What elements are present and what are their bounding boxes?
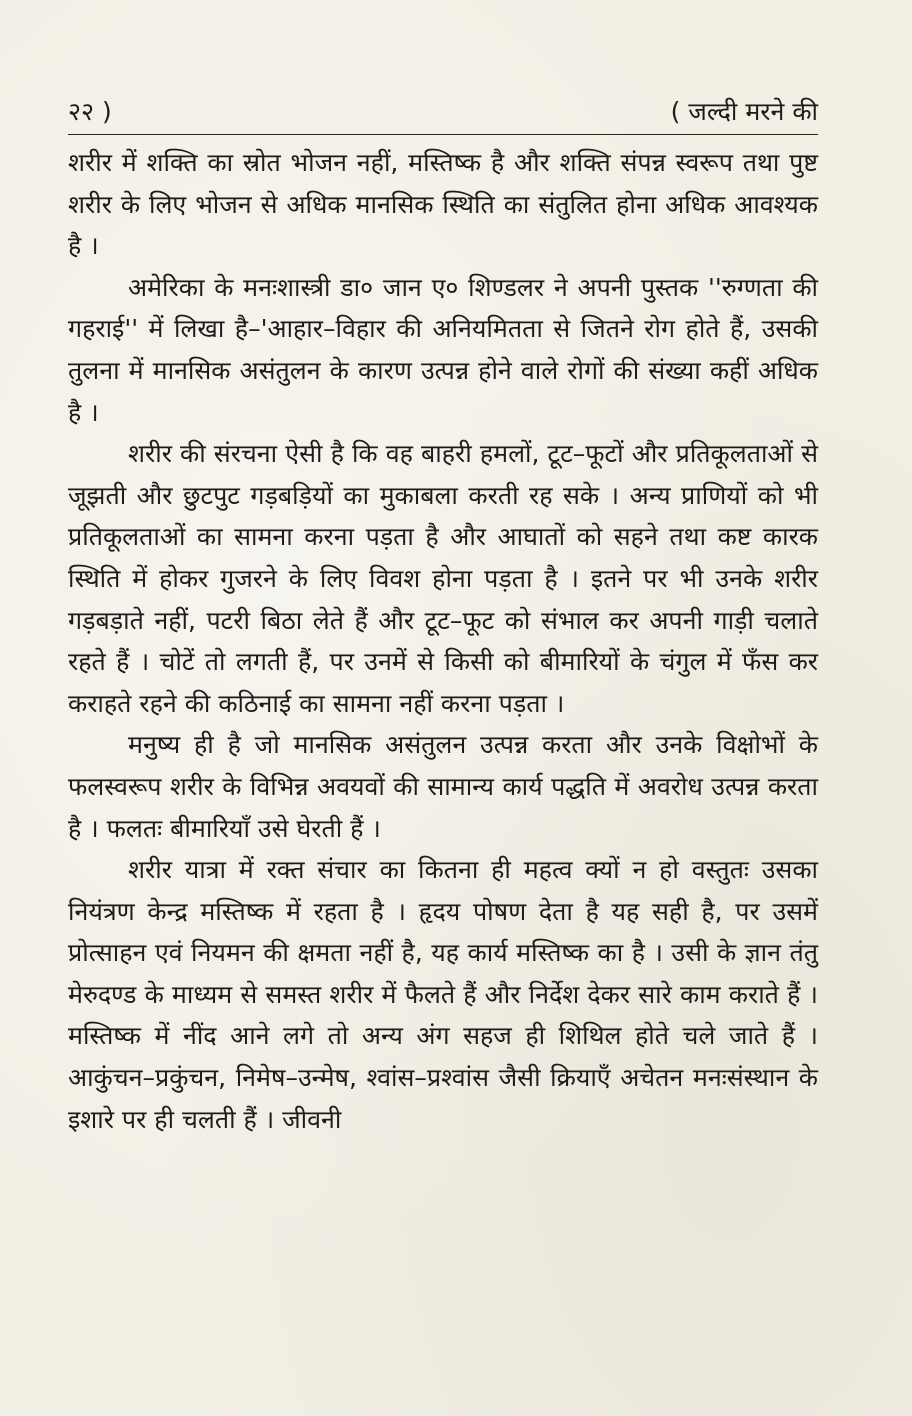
- paragraph: शरीर की संरचना ऐसी है कि वह बाहरी हमलों, टूट–फूटों और प्रतिकूलताओं से जूझती और छुटपुट गड़बड़ियों का मुकाबला करती रह सके । अन्य प्राणियों को भी प्रतिकूलताओं का सामना करना पड़ता है और आघातों को सहने तथा कष्ट कारक स्थिति में होकर गुजरने के लिए विवश होना पड़ता है । इतने पर भी उनके शरीर गड़बड़ाते नहीं, पटरी बिठा लेते हैं और टूट–फूट को संभाल कर अपनी गाड़ी चलाते रहते हैं । चोटें तो लगती हैं, पर उनमें से किसी को बीमारियों के चंगुल में फँस कर कराहते रहने की कठिनाई का सामना नहीं करना पड़ता ।: [68, 439, 818, 718]
- paragraph: अमेरिका के मनःशास्त्री डा० जान ए० शिण्डलर ने अपनी पुस्तक ''रुग्णता की गहराई'' में लिखा है–'आहार–विहार की अनियमितता से जितने रोग होते हैं, उसकी तुलना में मानसिक असंतुलन के कारण उत्पन्न होने वाले रोगों की संख्या कहीं अधिक है ।: [68, 272, 818, 427]
- paragraph: मनुष्य ही है जो मानसिक असंतुलन उत्पन्न करता और उनके विक्षोभों के फलस्वरूप शरीर के विभिन्न अवयवों की सामान्य कार्य पद्धति में अवरोध उत्पन्न करता है । फलतः बीमारियाँ उसे घेरती हैं ।: [68, 730, 818, 843]
- paragraph: शरीर में शक्ति का स्रोत भोजन नहीं, मस्तिष्क है और शक्ति संपन्न स्वरूप तथा पुष्ट शरीर के लिए भोजन से अधिक मानसिक स्थिति का संतुलित होना अधिक आवश्यक है ।: [68, 148, 818, 261]
- page-header: [68, 92, 818, 135]
- page-number: २२ ): [68, 97, 112, 126]
- paragraph: शरीर यात्रा में रक्त संचार का कितना ही महत्व क्यों न हो वस्तुतः उसका नियंत्रण केन्द्र मस्तिष्क में रहता है । हृदय पोषण देता है यह सही है, पर उसमें प्रोत्साहन एवं नियमन की क्षमता नहीं है, यह कार्य मस्तिष्क का है । उसी के ज्ञान तंतु मेरुदण्ड के माध्यम से समस्त शरीर में फैलते हैं और निर्देश देकर सारे काम कराते हैं । मस्तिष्क में नींद आने लगे तो अन्य अंग सहज ही शिथिल होते चले जाते हैं । आकुंचन–प्रकुंचन, निमेष–उन्मेष, श्वांस–प्रश्वांस जैसी क्रियाएँ अचेतन मनःसंस्थान के इशारे पर ही चलती हैं । जीवनी: [68, 855, 818, 1134]
- body-text: [68, 142, 818, 1140]
- running-title: ( जल्दी मरने की: [670, 97, 818, 126]
